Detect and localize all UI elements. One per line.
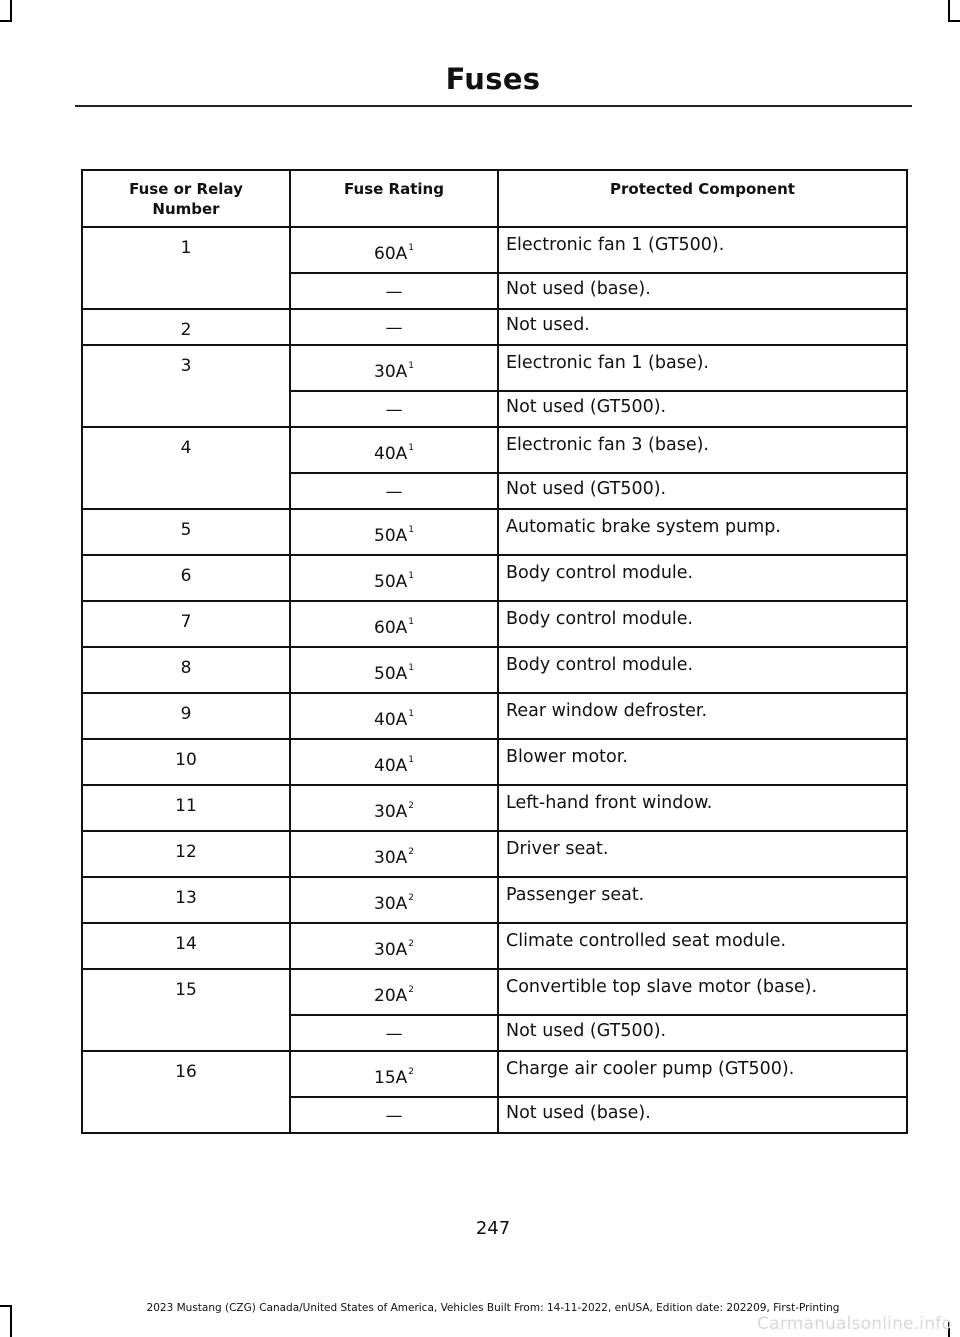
fuse-number: 10 <box>82 739 290 785</box>
fuse-number: 14 <box>82 923 290 969</box>
column-header-component: Protected Component <box>498 170 907 227</box>
table-row <box>82 647 907 693</box>
column-header-number: Fuse or Relay Number <box>82 170 290 227</box>
fuse-number: 13 <box>82 877 290 923</box>
table-row <box>82 877 907 923</box>
fuse-table <box>81 169 908 1134</box>
footnote-marker: 2 <box>408 893 414 903</box>
fuse-number: 1 <box>82 227 290 309</box>
table-row <box>82 739 907 785</box>
fuse-rating-value: 40A <box>374 710 408 730</box>
crop-mark <box>10 0 12 22</box>
table-row <box>82 693 907 739</box>
fuse-rating-value: 60A <box>374 618 408 638</box>
fuse-rating <box>290 227 498 273</box>
protected-component: Automatic brake system pump. <box>498 509 907 555</box>
fuse-rating <box>290 309 498 345</box>
crop-mark <box>948 20 960 22</box>
fuse-rating-value: 50A <box>374 664 408 684</box>
footnote-marker: 1 <box>408 663 414 673</box>
fuse-rating <box>290 1051 498 1097</box>
edition-line: 2023 Mustang (CZG) Canada/United States of America, Vehicles Built From: 14-11-2022, enUSA, Edition date: 202209, First-Printing <box>146 1302 840 1314</box>
protected-component: Electronic fan 1 (GT500). <box>498 227 907 273</box>
fuse-rating <box>290 601 498 647</box>
footnote-marker: 2 <box>408 847 414 857</box>
table-row <box>82 923 907 969</box>
protected-component: Charge air cooler pump (GT500). <box>498 1051 907 1097</box>
fuse-rating-value: — <box>385 482 403 502</box>
fuse-rating-value: 30A <box>374 848 408 868</box>
crop-mark <box>0 20 12 22</box>
fuse-rating <box>290 647 498 693</box>
fuse-rating-value: — <box>385 318 403 338</box>
protected-component: Not used (base). <box>498 273 907 309</box>
fuse-rating-value: — <box>385 282 403 302</box>
fuse-number: 15 <box>82 969 290 1051</box>
fuse-table-body <box>82 227 907 1133</box>
fuse-rating <box>290 739 498 785</box>
fuse-rating-value: 30A <box>374 362 408 382</box>
page-title: Fuses <box>445 62 541 96</box>
table-row <box>82 309 907 345</box>
fuse-rating <box>290 693 498 739</box>
fuse-number: 3 <box>82 345 290 427</box>
table-row <box>82 345 907 391</box>
fuse-rating <box>290 923 498 969</box>
protected-component: Body control module. <box>498 647 907 693</box>
footnote-marker: 2 <box>408 801 414 811</box>
fuse-rating <box>290 391 498 427</box>
protected-component: Not used. <box>498 309 907 345</box>
fuse-rating-value: 20A <box>374 986 408 1006</box>
fuse-rating-value: 50A <box>374 572 408 592</box>
protected-component: Electronic fan 1 (base). <box>498 345 907 391</box>
table-row <box>82 555 907 601</box>
column-header-rating: Fuse Rating <box>290 170 498 227</box>
footnote-marker: 1 <box>408 525 414 535</box>
protected-component: Not used (GT500). <box>498 391 907 427</box>
fuse-number: 2 <box>82 309 290 345</box>
footnote-marker: 1 <box>408 755 414 765</box>
protected-component: Not used (base). <box>498 1097 907 1133</box>
watermark: Carmanualsonline.info <box>757 1314 952 1334</box>
footnote-marker: 2 <box>408 1067 414 1077</box>
fuse-rating <box>290 473 498 509</box>
footnote-marker: 1 <box>408 243 414 253</box>
footnote-marker: 1 <box>408 361 414 371</box>
protected-component: Passenger seat. <box>498 877 907 923</box>
protected-component: Driver seat. <box>498 831 907 877</box>
fuse-rating <box>290 345 498 391</box>
fuse-rating <box>290 427 498 473</box>
fuse-number: 16 <box>82 1051 290 1133</box>
crop-mark <box>948 0 950 22</box>
fuse-rating <box>290 509 498 555</box>
table-header-row <box>82 170 907 227</box>
fuse-rating <box>290 555 498 601</box>
fuse-rating-value: 30A <box>374 802 408 822</box>
table-row <box>82 427 907 473</box>
fuse-rating-value: — <box>385 400 403 420</box>
fuse-number: 8 <box>82 647 290 693</box>
table-row <box>82 969 907 1015</box>
fuse-rating-value: 40A <box>374 444 408 464</box>
page-number: 247 <box>475 1218 511 1239</box>
protected-component: Body control module. <box>498 601 907 647</box>
fuse-rating-value: 30A <box>374 894 408 914</box>
fuse-number: 9 <box>82 693 290 739</box>
protected-component: Electronic fan 3 (base). <box>498 427 907 473</box>
fuse-rating <box>290 877 498 923</box>
table-row <box>82 227 907 273</box>
protected-component: Convertible top slave motor (base). <box>498 969 907 1015</box>
protected-component: Not used (GT500). <box>498 1015 907 1051</box>
footnote-marker: 1 <box>408 709 414 719</box>
fuse-number: 11 <box>82 785 290 831</box>
fuse-rating-value: — <box>385 1024 403 1044</box>
fuse-rating-value: 30A <box>374 940 408 960</box>
fuse-number: 7 <box>82 601 290 647</box>
fuse-rating <box>290 969 498 1015</box>
table-row <box>82 509 907 555</box>
fuse-rating <box>290 273 498 309</box>
fuse-rating-value: 50A <box>374 526 408 546</box>
table-row <box>82 831 907 877</box>
fuse-number: 12 <box>82 831 290 877</box>
table-row <box>82 601 907 647</box>
protected-component: Left-hand front window. <box>498 785 907 831</box>
fuse-rating-value: 40A <box>374 756 408 776</box>
fuse-rating-value: 15A <box>374 1068 408 1088</box>
title-divider <box>75 105 912 107</box>
fuse-number: 4 <box>82 427 290 509</box>
fuse-rating <box>290 1015 498 1051</box>
table-row <box>82 785 907 831</box>
protected-component: Blower motor. <box>498 739 907 785</box>
protected-component: Not used (GT500). <box>498 473 907 509</box>
fuse-rating-value: — <box>385 1106 403 1126</box>
fuse-rating <box>290 1097 498 1133</box>
footnote-marker: 2 <box>408 985 414 995</box>
fuse-number: 5 <box>82 509 290 555</box>
footnote-marker: 1 <box>408 571 414 581</box>
protected-component: Climate controlled seat module. <box>498 923 907 969</box>
footnote-marker: 2 <box>408 939 414 949</box>
protected-component: Body control module. <box>498 555 907 601</box>
fuse-number: 6 <box>82 555 290 601</box>
table-row <box>82 1051 907 1097</box>
footnote-marker: 1 <box>408 617 414 627</box>
footnote-marker: 1 <box>408 443 414 453</box>
protected-component: Rear window defroster. <box>498 693 907 739</box>
fuse-rating-value: 60A <box>374 244 408 264</box>
fuse-rating <box>290 785 498 831</box>
fuse-rating <box>290 831 498 877</box>
